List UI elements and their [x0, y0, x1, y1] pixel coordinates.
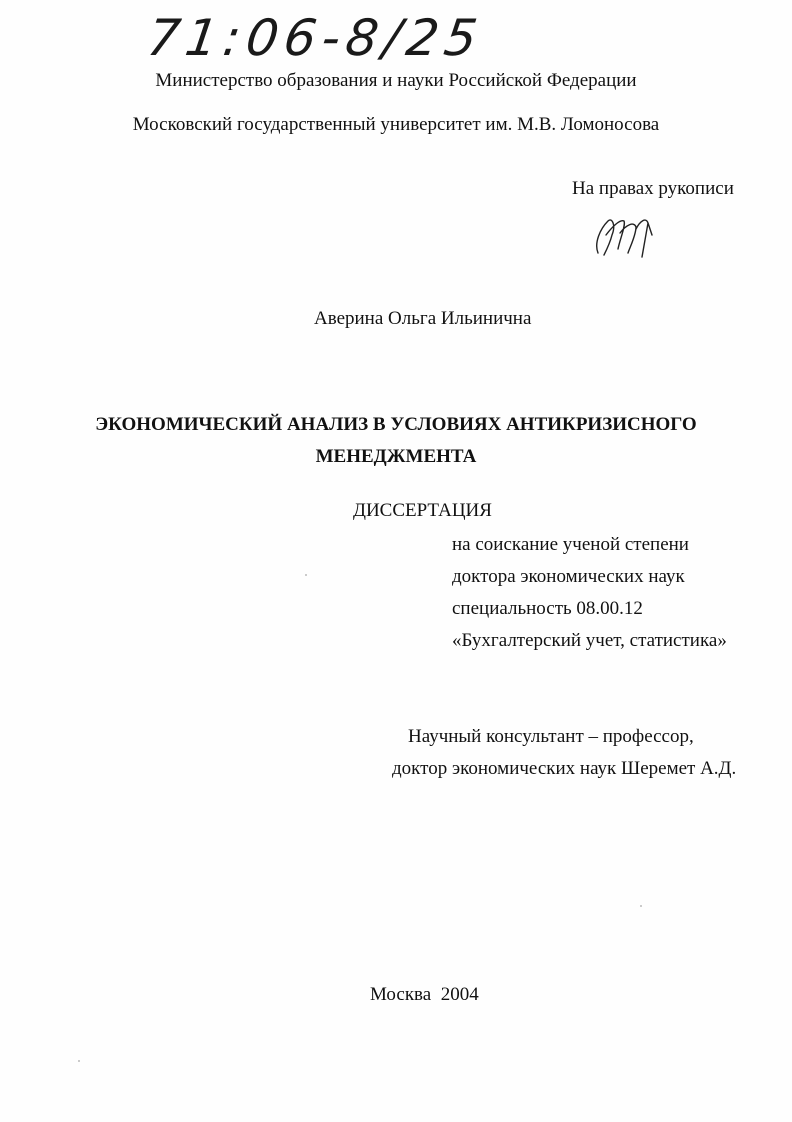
- archive-code-handwritten: 71:06-8/25: [143, 9, 487, 67]
- degree-specialty-name: «Бухгалтерский учет, статистика»: [452, 630, 727, 651]
- scan-speck: [305, 574, 307, 576]
- scan-speck: [640, 905, 642, 907]
- author-name: Аверина Ольга Ильинична: [314, 308, 532, 329]
- degree-line-2: доктора экономических наук: [452, 566, 685, 587]
- dissertation-title-line-2: МЕНЕДЖМЕНТА: [315, 446, 477, 467]
- ministry-name: Министерство образования и науки Российской Федерации: [155, 70, 637, 91]
- consultant-line-1: Научный консультант – профессор,: [408, 726, 694, 747]
- university-name: Московский государственный университет им. М.В. Ломоносова: [132, 114, 660, 135]
- degree-specialty: специальность 08.00.12: [452, 598, 643, 619]
- city-year: Москва 2004: [370, 984, 479, 1005]
- signature-icon: [590, 205, 660, 265]
- consultant-line-2: доктор экономических наук Шеремет А.Д.: [392, 758, 737, 779]
- scan-speck: [78, 1060, 80, 1062]
- manuscript-note: На правах рукописи: [572, 178, 734, 199]
- document-type: ДИССЕРТАЦИЯ: [353, 500, 492, 521]
- dissertation-title-line-1: ЭКОНОМИЧЕСКИЙ АНАЛИЗ В УСЛОВИЯХ АНТИКРИЗИСНОГО: [95, 414, 697, 435]
- degree-line-1: на соискание ученой степени: [452, 534, 689, 555]
